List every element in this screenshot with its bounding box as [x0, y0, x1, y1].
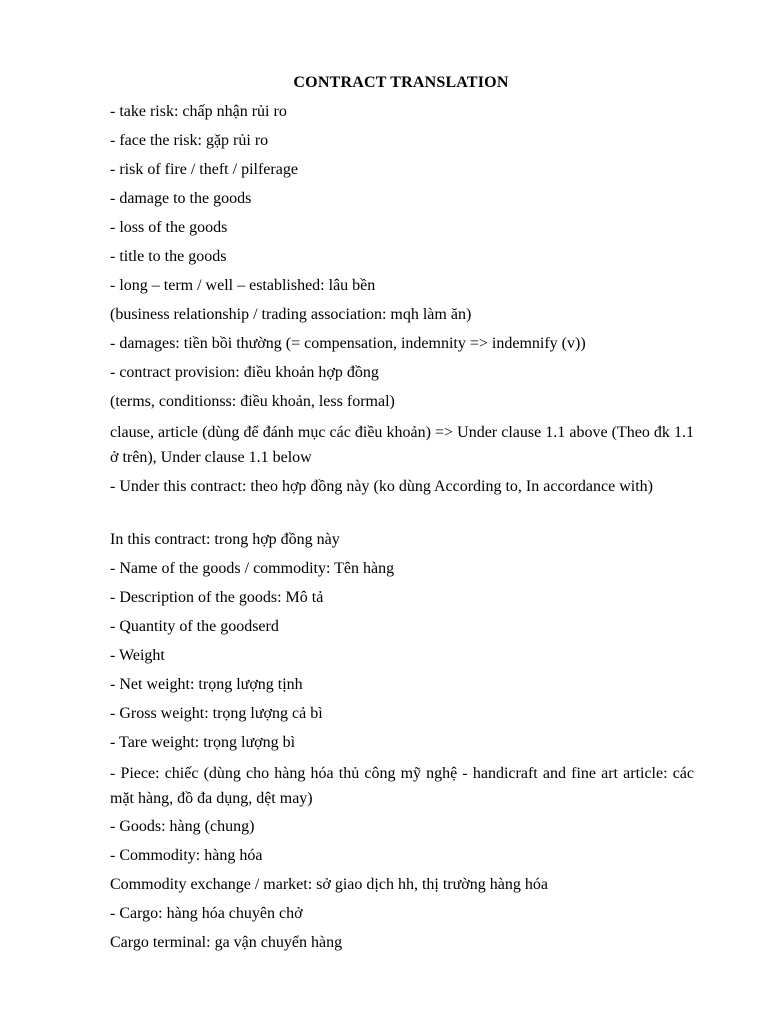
- text-line: - Tare weight: trọng lượng bì: [110, 734, 296, 751]
- text-line: - Gross weight: trọng lượng cả bì: [110, 705, 323, 722]
- text-line: - damages: tiền bồi thường (= compensation, indemnity => indemnify (v)): [110, 335, 586, 352]
- text-line: - Weight: [110, 647, 165, 664]
- text-line: - take risk: chấp nhận rủi ro: [110, 103, 287, 120]
- text-line: - risk of fire / theft / pilferage: [110, 161, 298, 178]
- text-line: - Net weight: trọng lượng tịnh: [110, 676, 303, 693]
- text-line: - Name of the goods / commodity: Tên hàng: [110, 560, 395, 577]
- text-line: - Description of the goods: Mô tả: [110, 589, 324, 606]
- text-paragraph: - Under this contract: theo hợp đồng này (ko dùng According to, In accordance with): [110, 478, 653, 495]
- text-line: (business relationship / trading association: mqh làm ăn): [110, 306, 472, 323]
- text-paragraph: clause, article (dùng để đánh mục các điều khoản) => Under clause 1.1 above (Theo đk 1.1 ở trên), Under clause 1.1 below: [110, 424, 694, 466]
- text-paragraph: - Piece: chiếc (dùng cho hàng hóa thủ công mỹ nghệ - handicraft and fine art article: các mặt hàng, đồ đa dụng, dệt may): [110, 765, 694, 807]
- text-line: - damage to the goods: [110, 190, 252, 207]
- text-line: - long – term / well – established: lâu bền: [110, 277, 376, 294]
- text-line: - contract provision: điều khoản hợp đồng: [110, 364, 379, 381]
- text-line: - Commodity: hàng hóa: [110, 847, 263, 864]
- text-line: Commodity exchange / market: sở giao dịch hh, thị trường hàng hóa: [110, 876, 548, 893]
- text-line: In this contract: trong hợp đồng này: [110, 531, 340, 548]
- text-line: - loss of the goods: [110, 219, 228, 236]
- text-line: Cargo terminal: ga vận chuyển hàng: [110, 934, 343, 951]
- text-line: - face the risk: gặp rủi ro: [110, 132, 269, 149]
- text-line: (terms, conditionss: điều khoản, less formal): [110, 393, 395, 410]
- text-line: - Cargo: hàng hóa chuyên chở: [110, 905, 303, 922]
- text-line: - title to the goods: [110, 248, 227, 265]
- text-line: - Goods: hàng (chung): [110, 818, 255, 835]
- document-title: CONTRACT TRANSLATION: [293, 74, 509, 91]
- text-line: - Quantity of the goodserd: [110, 618, 279, 635]
